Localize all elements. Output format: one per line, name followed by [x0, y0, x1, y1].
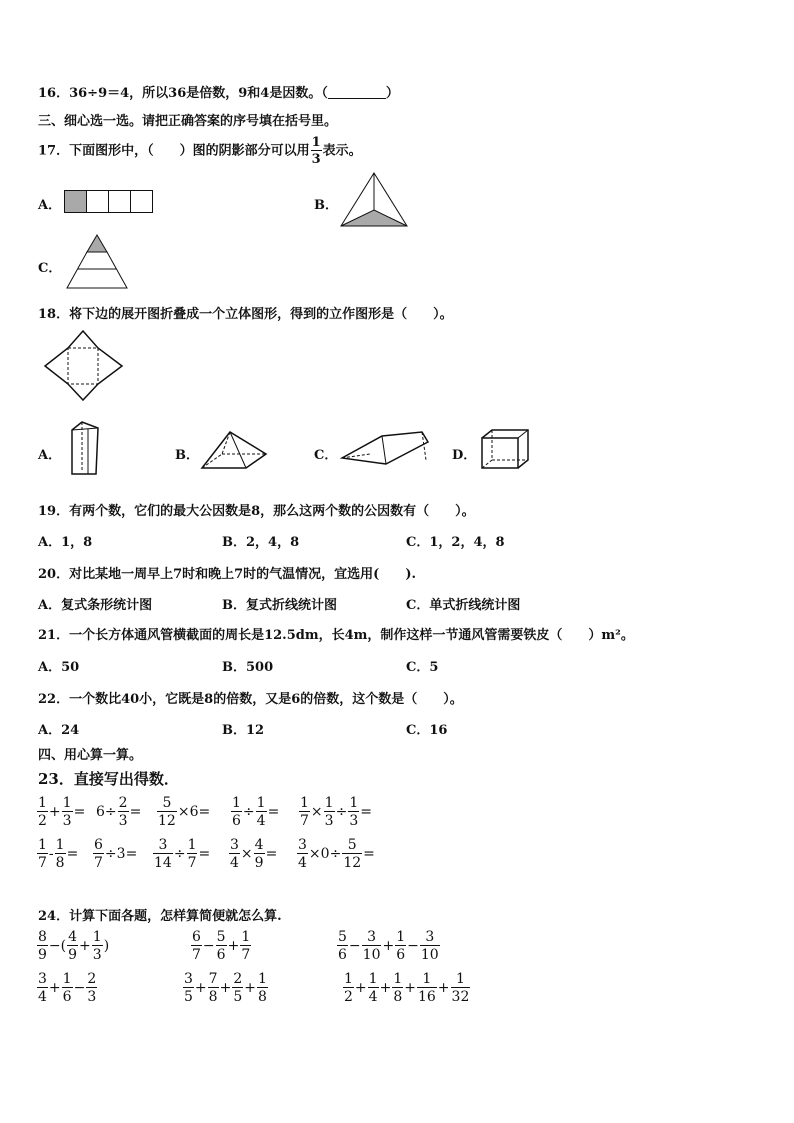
q18-option-b[interactable]: B．	[175, 448, 199, 463]
q21-option-b[interactable]: B．500	[222, 660, 274, 675]
q23-expr-4: $\frac{1}{6}$ ÷ $\frac{1}{4}$ =	[232, 795, 280, 829]
q20-option-b[interactable]: B．复式折线统计图	[222, 598, 337, 613]
q18-option-c[interactable]: C．	[314, 448, 338, 463]
q17-fraction: $\frac{1}{3}$	[311, 135, 321, 167]
q17-option-c[interactable]: C．	[38, 261, 62, 276]
q16-close: ）	[385, 86, 399, 101]
q20-option-a[interactable]: A．复式条形统计图	[38, 598, 153, 613]
q20-option-c[interactable]: C．单式折线统计图	[406, 598, 521, 613]
section4-heading: 四、用心算一算。	[38, 748, 143, 763]
q18-a-prism-figure	[68, 420, 104, 480]
q16-answer-blank[interactable]	[328, 86, 386, 99]
q18-line: 18．将下边的展开图折叠成一个立体图形，得到的立作图形是（ ）。	[38, 307, 453, 322]
q22-option-b[interactable]: B．12	[222, 723, 265, 738]
section3-heading: 三、细心选一选。请把正确答案的序号填在括号里。	[38, 114, 338, 129]
q20-line: 20．对比某地一周早上7时和晚上7时的气温情况，宜选用( ).	[38, 567, 417, 582]
q22-option-a[interactable]: A．24	[38, 723, 80, 738]
q23-expr-6: $\frac{1}{7}$ - $\frac{1}{8}$ =	[38, 837, 79, 871]
q19-line: 19．有两个数，它们的最大公因数是8，那么这两个数的公因数有（ ）。	[38, 504, 475, 519]
q17-post: 表示。	[322, 143, 362, 159]
q21-line: 21．一个长方体通风管横截面的周长是12.5dm，长4m，制作这样一节通风管需要铁皮（ ）m²。	[38, 628, 634, 643]
q19-option-a[interactable]: A．1，8	[38, 535, 93, 550]
q23-expr-10: $\frac{3}{4}$ ×0÷ $\frac{5}{12}$ =	[298, 837, 375, 871]
q17-b-triangle-figure	[340, 172, 408, 228]
q24-expr-2: $\frac{6}{7}$ − $\frac{5}{6}$ + $\frac{1}{7}$	[192, 929, 251, 963]
q17-line	[38, 136, 362, 166]
q23-expr-7: $\frac{6}{7}$ ÷3=	[94, 837, 138, 871]
q21-option-a[interactable]: A．50	[38, 660, 80, 675]
q18-c-triangular-prism-figure	[340, 430, 430, 468]
q17-option-b[interactable]: B．	[314, 198, 338, 213]
q17-pre: 17．下面图形中，（ ）图的阴影部分可以用	[38, 143, 310, 159]
q23-expr-2: 6÷ $\frac{2}{3}$ =	[96, 795, 142, 829]
q23-expr-9: $\frac{3}{4}$ × $\frac{4}{9}$ =	[230, 837, 278, 871]
q17-option-a[interactable]: A．	[38, 198, 62, 213]
q24-expr-6: $\frac{1}{2}$ + $\frac{1}{4}$ + $\frac{1}{8}$ + $\frac{1}{16}$ + $\frac{1}{32}$	[344, 971, 470, 1005]
q16-text: 16．36÷9＝4，所以36是倍数，9和4是因数。（	[38, 86, 328, 101]
q16-line	[38, 82, 399, 101]
q24-expr-1: $\frac{8}{9}$ −( $\frac{4}{9}$ + $\frac{1}{3}$ )	[38, 929, 110, 963]
q23-expr-1: $\frac{1}{2}$ + $\frac{1}{3}$ =	[38, 795, 86, 829]
q23-expr-8: $\frac{3}{14}$ ÷ $\frac{1}{7}$ =	[154, 837, 211, 871]
q23-title: 23．直接写出得数．	[38, 770, 179, 788]
q17-c-layered-triangle-figure	[66, 234, 128, 290]
q17-a-strip-figure	[64, 190, 156, 214]
q18-option-a[interactable]: A．	[38, 448, 62, 463]
q24-expr-3: $\frac{5}{6}$ − $\frac{3}{10}$ + $\frac{1}{6}$ − $\frac{3}{10}$	[338, 929, 439, 963]
q18-b-pyramid-figure	[200, 430, 268, 472]
q24-expr-4: $\frac{3}{4}$ + $\frac{1}{6}$ − $\frac{2}{3}$	[38, 971, 97, 1005]
q21-option-c[interactable]: C．5	[406, 660, 439, 675]
q23-expr-5: $\frac{1}{7}$ × $\frac{1}{3}$ ÷ $\frac{1}{3}$ =	[300, 795, 372, 829]
q22-line: 22．一个数比40小，它既是8的倍数，又是6的倍数，这个数是（ ）。	[38, 692, 463, 707]
q18-option-d[interactable]: D．	[452, 448, 477, 463]
q19-option-c[interactable]: C．1，2，4，8	[406, 535, 505, 550]
q24-expr-5: $\frac{3}{5}$ + $\frac{7}{8}$ + $\frac{2}{5}$ + $\frac{1}{8}$	[184, 971, 267, 1005]
q18-net-figure	[42, 330, 124, 402]
q23-expr-3: $\frac{5}{12}$ ×6=	[158, 795, 211, 829]
q22-option-c[interactable]: C．16	[406, 723, 448, 738]
q18-d-cube-figure	[480, 428, 530, 470]
q24-title: 24．计算下面各题，怎样算简便就怎么算.	[38, 909, 282, 924]
q19-option-b[interactable]: B．2，4，8	[222, 535, 300, 550]
